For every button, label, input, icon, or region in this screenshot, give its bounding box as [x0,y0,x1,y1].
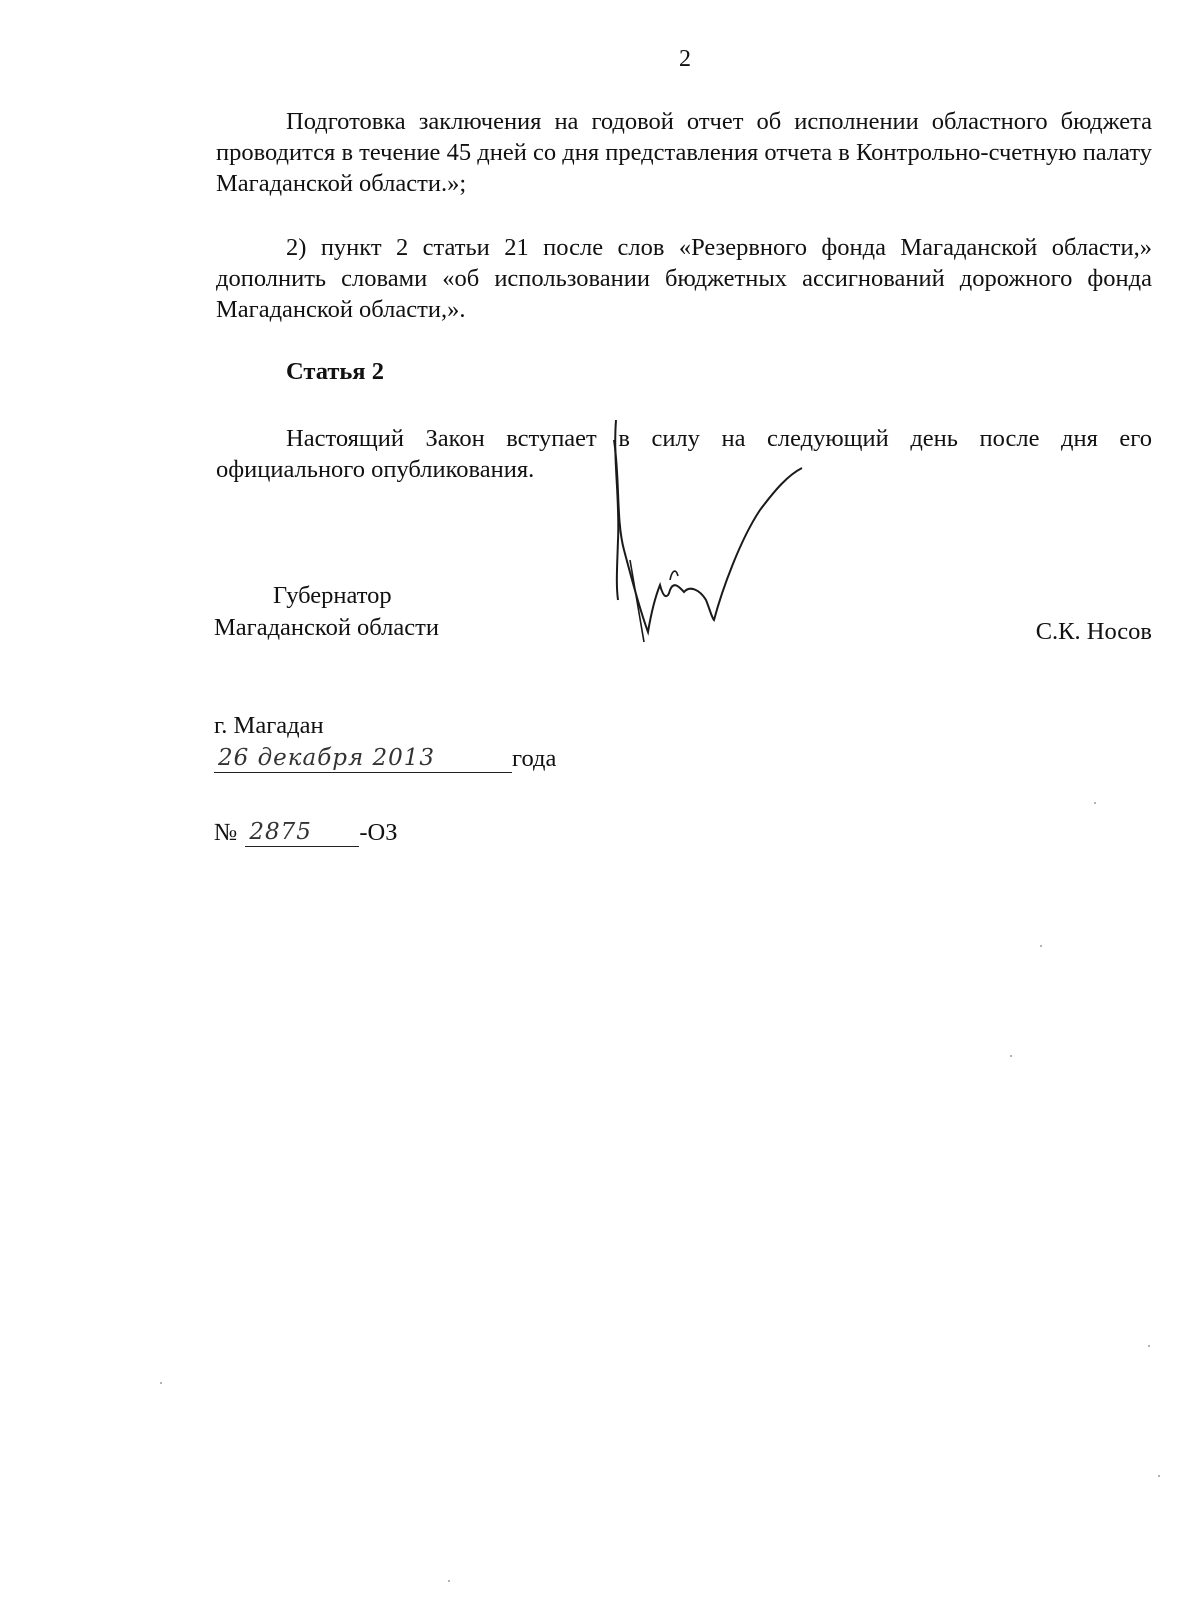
handwritten-signature [610,420,840,670]
scan-speck [160,1382,162,1384]
handwritten-date: 26 декабря 2013 [214,744,512,773]
city-label: г. Магадан [214,712,324,739]
date-line [214,744,556,773]
scan-speck [1010,1055,1012,1057]
signatory-title-line1: Губернатор [273,582,392,609]
handwritten-law-number: 2875 [245,818,359,847]
date-suffix: года [512,745,557,772]
law-number-line [214,818,398,847]
signatory-name: С.К. Носов [1035,618,1152,645]
scan-speck [1040,945,1042,947]
scan-speck [1148,1345,1150,1347]
number-sign: № [214,819,238,846]
scan-speck [1158,1475,1160,1477]
paragraph-item-2-article-21: 2) пункт 2 статьи 21 после слов «Резервного фонда Магаданской области,» дополнить словами «об использовании бюджетных ассигнований дорожного фонда Магаданской области,». [216,234,1152,323]
signatory-title [214,580,439,644]
scan-speck [1094,802,1096,804]
paragraph-annual-report-conclusion: Подготовка заключения на годовой отчет об исполнении областного бюджета проводится в течение 45 дней со дня представления отчета в Контрольно-счетную палату Магаданской области.»; [216,108,1152,197]
number-suffix: -ОЗ [359,819,398,846]
scan-speck [448,1580,450,1582]
signatory-title-line2: Магаданской области [214,614,439,641]
page-number: 2 [679,46,691,72]
paragraph-entry-into-force: Настоящий Закон вступает в силу на следующий день после дня его официального опубликования. [216,425,1152,483]
article-heading: Статья 2 [286,358,384,385]
